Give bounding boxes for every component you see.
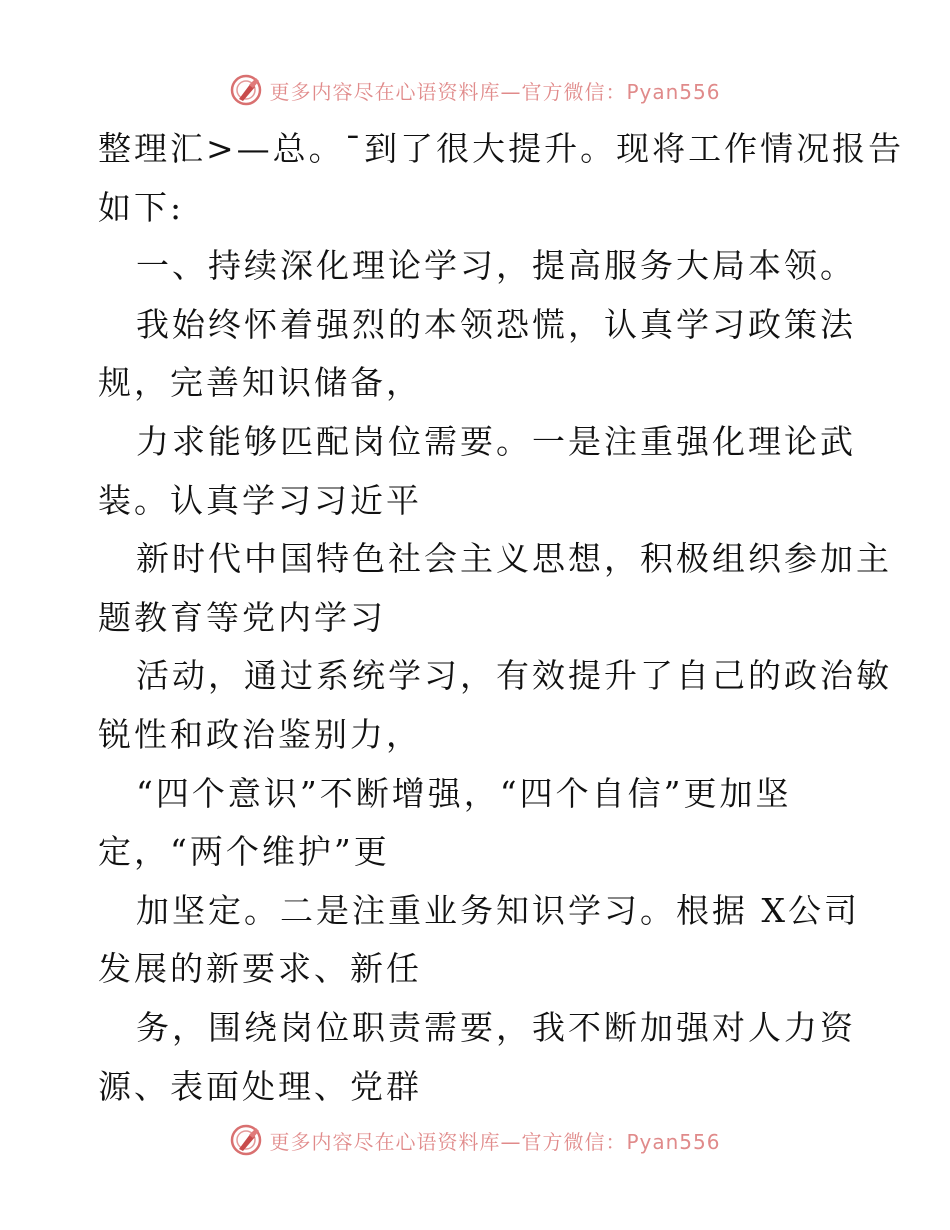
banner-text: 更多内容尽在心语资料库—官方微信：Pyan556 (269, 79, 721, 104)
text-line: 力求能够匹配岗位需要。一是注重强化理论武 (136, 421, 856, 461)
text-line: 加坚定。二是注重业务知识学习。根据 X公司 (136, 890, 860, 930)
document-body (98, 120, 905, 1116)
text-line: 活动，通过系统学习，有效提升了自己的政治敏 (136, 656, 892, 696)
text-line: 定，“两个维护”更 (98, 832, 390, 872)
footer-banner (0, 1120, 950, 1160)
text-line: 发展的新要求、新任 (98, 949, 422, 989)
text-line: 源、表面处理、党群 (98, 1066, 422, 1106)
text-line: 题教育等党内学习 (98, 597, 386, 637)
text-line: 装。认真学习习近平 (98, 480, 422, 520)
text-line: 一、持续深化理论学习，提高服务大局本领。 (136, 246, 856, 286)
text-line: 如下: (98, 187, 185, 227)
header-banner (0, 70, 950, 110)
pen-nib-seal-icon (229, 73, 263, 107)
pen-nib-seal-icon (229, 1123, 263, 1157)
text-line: 规，完善知识储备， (98, 363, 422, 403)
banner-text: 更多内容尽在心语资料库—官方微信：Pyan556 (269, 1129, 721, 1154)
text-line: 我始终怀着强烈的本领恐慌，认真学习政策法 (136, 304, 856, 344)
text-line: 整理汇>—总。¯到了很大提升。现将工作情况报告 (98, 129, 905, 168)
text-line: 锐性和政治鉴别力， (98, 714, 422, 754)
text-line: “四个意识”不断增强，“四个自信”更加坚 (136, 773, 792, 813)
text-line: 新时代中国特色社会主义思想，积极组织参加主 (136, 539, 892, 579)
text-line: 务，围绕岗位职责需要，我不断加强对人力资 (136, 1007, 856, 1047)
